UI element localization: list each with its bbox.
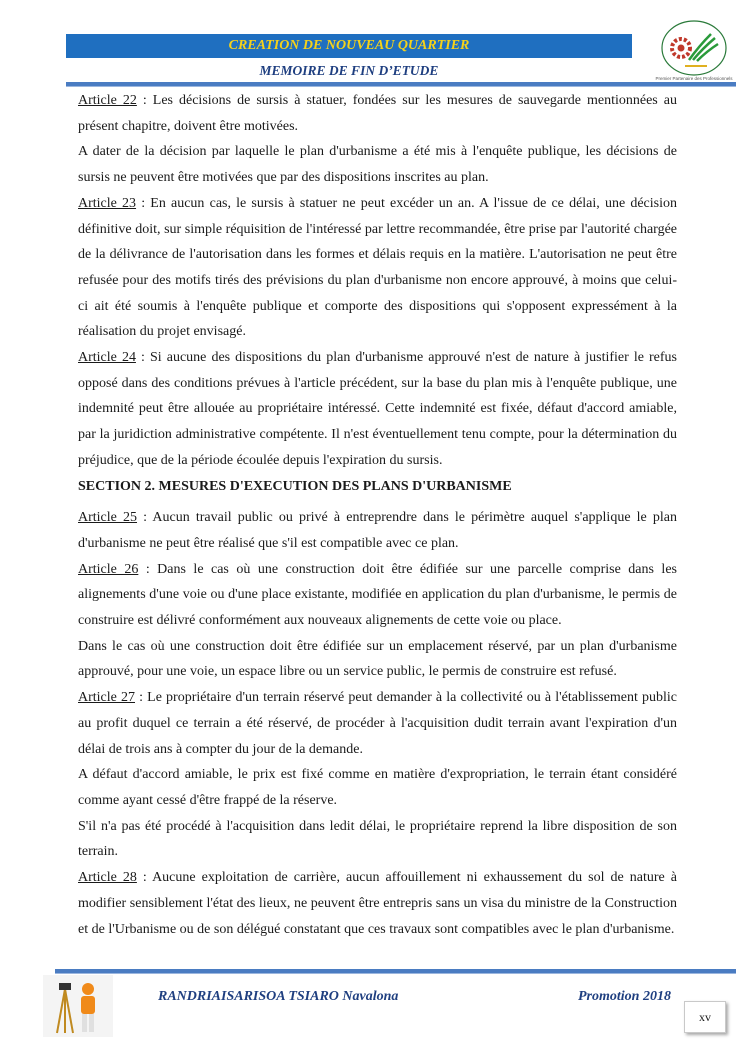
surveyor-figure-icon (43, 975, 113, 1037)
header-title-bar (66, 34, 632, 58)
paragraph-article-28 (78, 865, 677, 942)
paragraph-article-27 (78, 685, 677, 762)
paragraph-text: : Aucun travail public ou privé à entreprendre dans le périmètre auquel s'applique le plan d'urbanisme ne peut être réalisé que s'il est compatible avec ce plan. (78, 510, 677, 551)
paragraph-text: : Si aucune des dispositions du plan d'urbanisme approuvé n'est de nature à justifier le refus opposé dans des conditions prévues à l'article précédent, sur la base du plan mis à l'enquête publique, une indemnité peut être allouée au propriétaire intéressé. Cette indemnité est fixée, défaut d'accord amiable, par la juridiction administrative compétente. Il n'est éventuellement tenu compte, pour la détermination du préjudice, que de la période écoulée depuis l'expiration du sursis. (78, 350, 678, 468)
paragraph-article-26 (78, 557, 677, 634)
article-label: Article 22 (78, 93, 137, 108)
header-rule (66, 82, 736, 87)
paragraph (78, 634, 677, 685)
paragraph-text: A défaut d'accord amiable, le prix est fixé comme en matière d'expropriation, le terrain étant considéré comme ayant cessé d'être frappé de la réserve. (78, 767, 677, 808)
article-label: Article 28 (78, 870, 137, 886)
paragraph-article-22 (78, 88, 677, 139)
header-subtitle: MEMOIRE DE FIN D’ETUDE (259, 63, 439, 78)
header-title: CREATION DE NOUVEAU QUARTIER (228, 38, 470, 53)
svg-text:Premier Partenaire des Profess: Premier Partenaire des Professionnels (655, 76, 733, 81)
paragraph (78, 139, 677, 190)
article-label: Article 25 (78, 510, 138, 526)
article-label: Article 24 (78, 350, 136, 366)
paragraph (78, 762, 677, 813)
article-label: Article 23 (78, 195, 137, 211)
article-label: Article 27 (78, 690, 135, 706)
paragraph-text: : Aucune exploitation de carrière, aucun affouillement ni exhaussement du sol de nature à modifier sensiblement l'état des lieux, ne peuvent être entrepris sans un visa du ministre de la Construction et de l'Urbanisme ou de son délégué constatant que ces travaux sont compatibles avec le plan d'urbanisme. (78, 870, 678, 937)
section-heading: SECTION 2. MESURES D'EXECUTION DES PLANS D'URBANISME (78, 478, 512, 494)
paragraph-article-25 (78, 505, 677, 556)
footer-promotion: Promotion 2018 (578, 989, 671, 1004)
institution-logo (655, 18, 733, 86)
paragraph-text: A dater de la décision par laquelle le plan d'urbanisme a été mis à l'enquête publique, les décisions de sursis ne peuvent être motivées que par des dispositions inscrites au plan. (78, 144, 677, 186)
document-body (78, 88, 677, 942)
article-label: Article 26 (78, 561, 139, 577)
paragraph-text: S'il n'a pas été procédé à l'acquisition dans ledit délai, le propriétaire reprend la libre disposition de son terrain. (78, 818, 677, 860)
paragraph-article-23 (78, 191, 677, 345)
footer-author: RANDRIAISARISOA TSIARO Navalona (158, 989, 399, 1004)
paragraph-text: : Les décisions de sursis à statuer, fondées sur les mesures de sauvegarde mentionnées au présent chapitre, doivent être motivées. (78, 93, 677, 134)
paragraph (78, 814, 677, 865)
paragraph-article-24 (78, 345, 677, 474)
paragraph-text: : Dans le cas où une construction doit être édifiée sur une parcelle comprise dans les alignements d'une voie ou d'une place existante, modifiée en application du plan d'urbanisme, le permis de construire est délivré conformément aux nouveaux alignements de cette voie ou place. (78, 561, 677, 629)
page-number: xv (684, 1001, 726, 1033)
paragraph-text: Dans le cas où une construction doit être édifiée sur un emplacement réservé, par un plan d'urbanisme approuvé, pour une voie, un espace libre ou un service public, le permis de construire est refusé. (78, 638, 677, 680)
footer-rule (55, 969, 736, 974)
paragraph-text: : Le propriétaire d'un terrain réservé peut demander à la collectivité ou à l'établissement public au profit duquel ce terrain a été réservé, de procéder à l'acquisition dudit terrain avant l'expiration d'un délai de trois ans à compter du jour de la demande. (78, 690, 677, 757)
paragraph-text: : En aucun cas, le sursis à statuer ne peut excéder un an. A l'issue de ce délai, une décision définitive doit, sur simple réquisition de l'intéressé par lettre recommandée, être prise par l'autorité chargée de la délivrance de l'autorisation dans les formes et délais requis en la matière. L'autorisation ne peut être refusée pour des motifs tirés des prévisions du plan d'urbanisme non encore approuvé, à moins que celui-ci ait été soumis à l'enquête publique et comporte des dispositions qui s'opposent expressément à la réalisation du projet envisagé. (78, 195, 677, 340)
